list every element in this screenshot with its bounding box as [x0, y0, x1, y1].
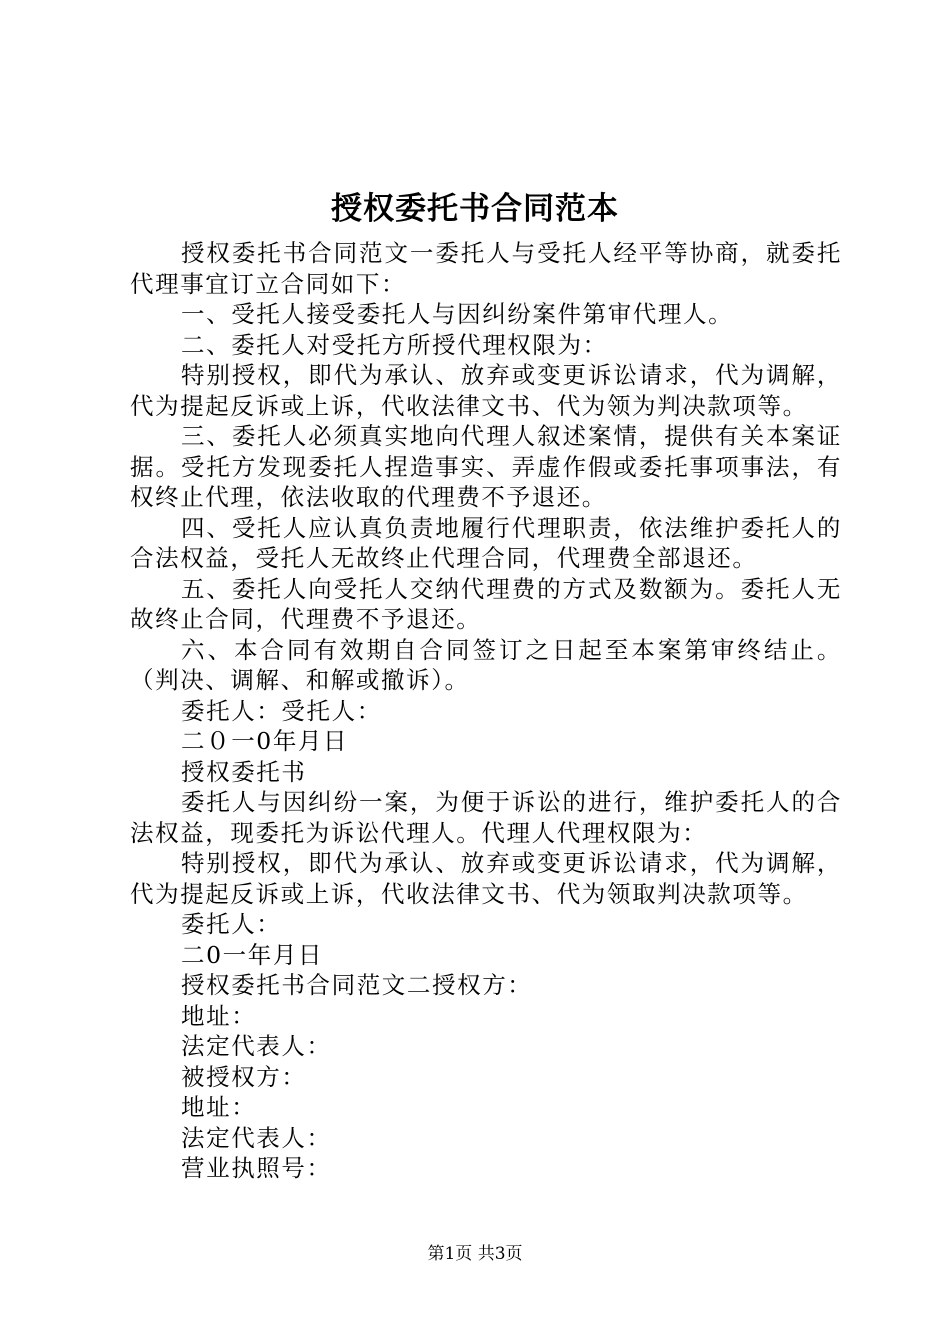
- paragraph: 法定代表人：: [181, 1032, 332, 1060]
- paragraph: 营业执照号：: [181, 1154, 332, 1182]
- paragraph: 被授权方：: [181, 1062, 307, 1091]
- paragraph: 二０一0年月日: [181, 727, 349, 755]
- paragraph: 五、委托人向受托人交纳代理费的方式及数额为。委托人无故终止合同，代理费不予退还。: [130, 574, 842, 633]
- paragraph: 地址：: [181, 1001, 257, 1030]
- paragraph: 委托人：受托人：: [181, 696, 382, 725]
- paragraph: 四、受托人应认真负责地履行代理职责，依法维护委托人的合法权益，受托人无故终止代理合同，代理费全部退还。: [130, 513, 842, 572]
- paragraph: 二、委托人对受托方所授代理权限为：: [181, 330, 608, 359]
- paragraph: 授权委托书合同范文一委托人与受托人经平等协商，就委托代理事宜订立合同如下：: [130, 239, 842, 298]
- page-footer: 第1页 共3页: [427, 1244, 523, 1264]
- paragraph: 二0一年月日: [181, 940, 324, 969]
- paragraph: 授权委托书: [181, 757, 307, 786]
- document-title: 授权委托书合同范本: [331, 191, 619, 227]
- paragraph: 法定代表人：: [181, 1123, 332, 1152]
- paragraph: 三、委托人必须真实地向代理人叙述案情，提供有关本案证据。受托方发现委托人捏造事实、弄虚作假或委托事项事法，有权终止代理，依法收取的代理费不予退还。: [130, 422, 842, 511]
- paragraph: 特别授权，即代为承认、放弃或变更诉讼请求，代为调解，代为提起反诉或上诉，代收法律文书、代为领为判决款项等。: [130, 361, 842, 420]
- paragraph: 六、本合同有效期自合同签订之日起至本案第审终结止。（判决、调解、和解或撤诉）。: [130, 635, 842, 694]
- paragraph: 地址：: [181, 1093, 257, 1121]
- paragraph: 委托人与因纠纷一案，为便于诉讼的进行，维护委托人的合法权益，现委托为诉讼代理人。代理人代理权限为：: [130, 788, 842, 847]
- document-body: [130, 238, 842, 1184]
- paragraph: 委托人：: [181, 910, 282, 938]
- paragraph: 一、受托人接受委托人与因纠纷案件第审代理人。: [181, 300, 734, 328]
- paragraph: 授权委托书合同范文二授权方：: [181, 971, 533, 999]
- paragraph: 特别授权，即代为承认、放弃或变更诉讼请求，代为调解，代为提起反诉或上诉，代收法律文书、代为领取判决款项等。: [130, 849, 842, 908]
